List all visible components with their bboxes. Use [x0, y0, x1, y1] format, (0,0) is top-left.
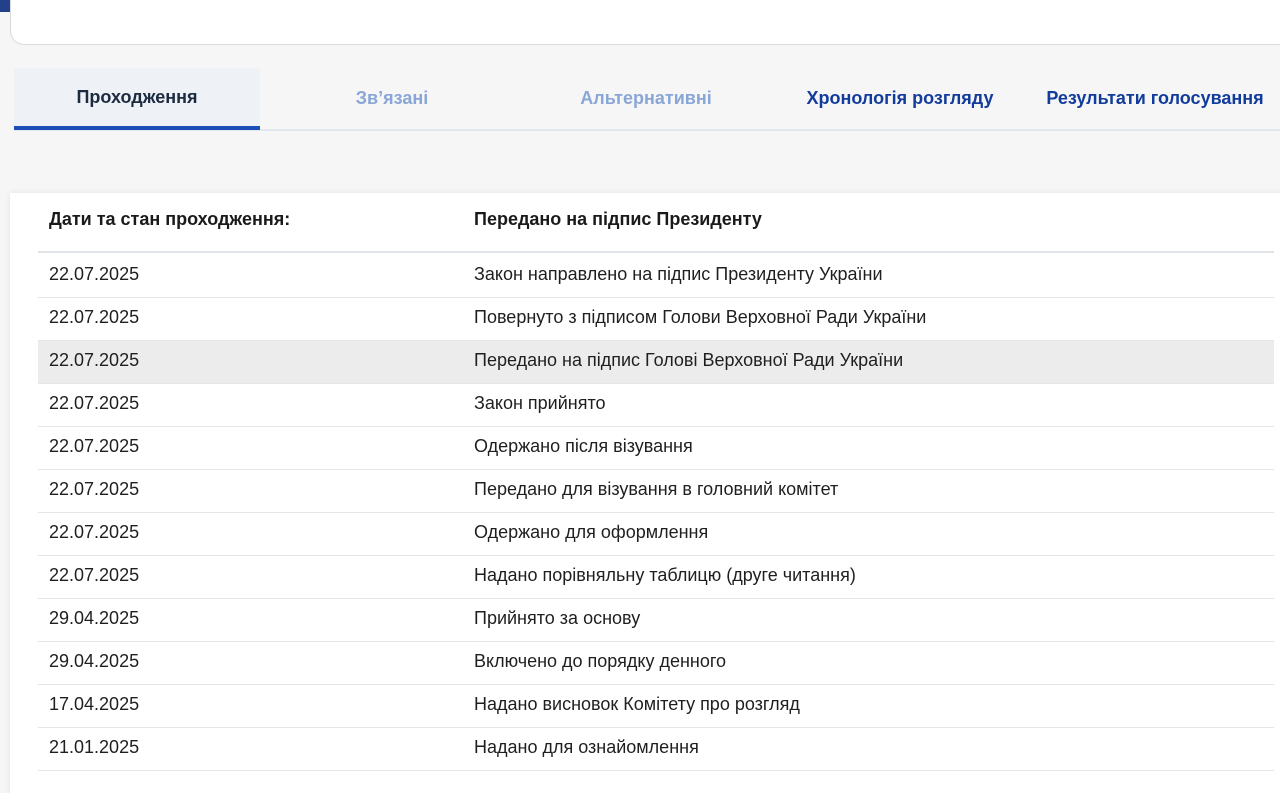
row-date: 22.07.2025	[49, 436, 140, 456]
row-date: 22.07.2025	[49, 307, 140, 327]
row-status: Включено до порядку денного	[474, 651, 727, 671]
row-date: 17.04.2025	[49, 694, 140, 714]
table-row[interactable]	[38, 556, 1274, 599]
table-row[interactable]	[38, 427, 1274, 470]
row-status: Прийнято за основу	[474, 608, 641, 628]
tab-passage[interactable]: Проходження	[14, 68, 260, 130]
row-status: Одержано для оформлення	[474, 522, 709, 542]
table-row[interactable]	[38, 255, 1274, 298]
row-date: 22.07.2025	[49, 264, 140, 284]
passage-table	[10, 193, 1280, 793]
table-row[interactable]	[38, 470, 1274, 513]
row-status: Одержано після візування	[474, 436, 693, 456]
row-date: 22.07.2025	[49, 479, 140, 499]
row-date: 22.07.2025	[49, 350, 140, 370]
tab-chronology[interactable]: Хронологія розгляду	[806, 88, 994, 108]
row-status: Надано висновок Комітету про розгляд	[474, 694, 800, 714]
row-status: Передано на підпис Голові Верховної Ради України	[474, 350, 904, 370]
header-current-status: Передано на підпис Президенту	[474, 209, 762, 229]
table-row[interactable]	[38, 298, 1274, 341]
row-date: 22.07.2025	[49, 565, 140, 585]
row-date: 22.07.2025	[49, 393, 140, 413]
row-date: 22.07.2025	[49, 522, 140, 542]
row-status: Передано для візування в головний комітет	[474, 479, 839, 499]
table-row[interactable]	[38, 642, 1274, 685]
table-row[interactable]	[38, 685, 1274, 728]
tab-alternative[interactable]: Альтернативні	[580, 88, 712, 108]
tab-related[interactable]: Зв’язані	[355, 88, 429, 108]
tab-voting-results[interactable]: Результати голосування	[1046, 88, 1264, 108]
table-row[interactable]	[38, 341, 1274, 384]
row-status: Закон прийнято	[474, 393, 606, 413]
table-row[interactable]	[38, 728, 1274, 771]
table-row[interactable]	[38, 599, 1274, 642]
row-date: 21.01.2025	[49, 737, 140, 757]
row-status: Надано порівняльну таблицю (друге читання)	[474, 565, 856, 585]
table-header	[38, 193, 1274, 253]
table-body	[38, 255, 1274, 771]
tab-bar	[14, 68, 1280, 131]
table-row[interactable]	[38, 384, 1274, 427]
header-dates-label: Дати та стан проходження:	[49, 209, 291, 229]
top-card	[10, 0, 1280, 45]
row-status: Надано для ознайомлення	[474, 737, 699, 757]
table-row[interactable]	[38, 513, 1274, 556]
row-status: Повернуто з підписом Голови Верховної Ради України	[474, 307, 927, 327]
row-status: Закон направлено на підпис Президенту України	[474, 264, 883, 284]
row-date: 29.04.2025	[49, 608, 140, 628]
row-date: 29.04.2025	[49, 651, 140, 671]
